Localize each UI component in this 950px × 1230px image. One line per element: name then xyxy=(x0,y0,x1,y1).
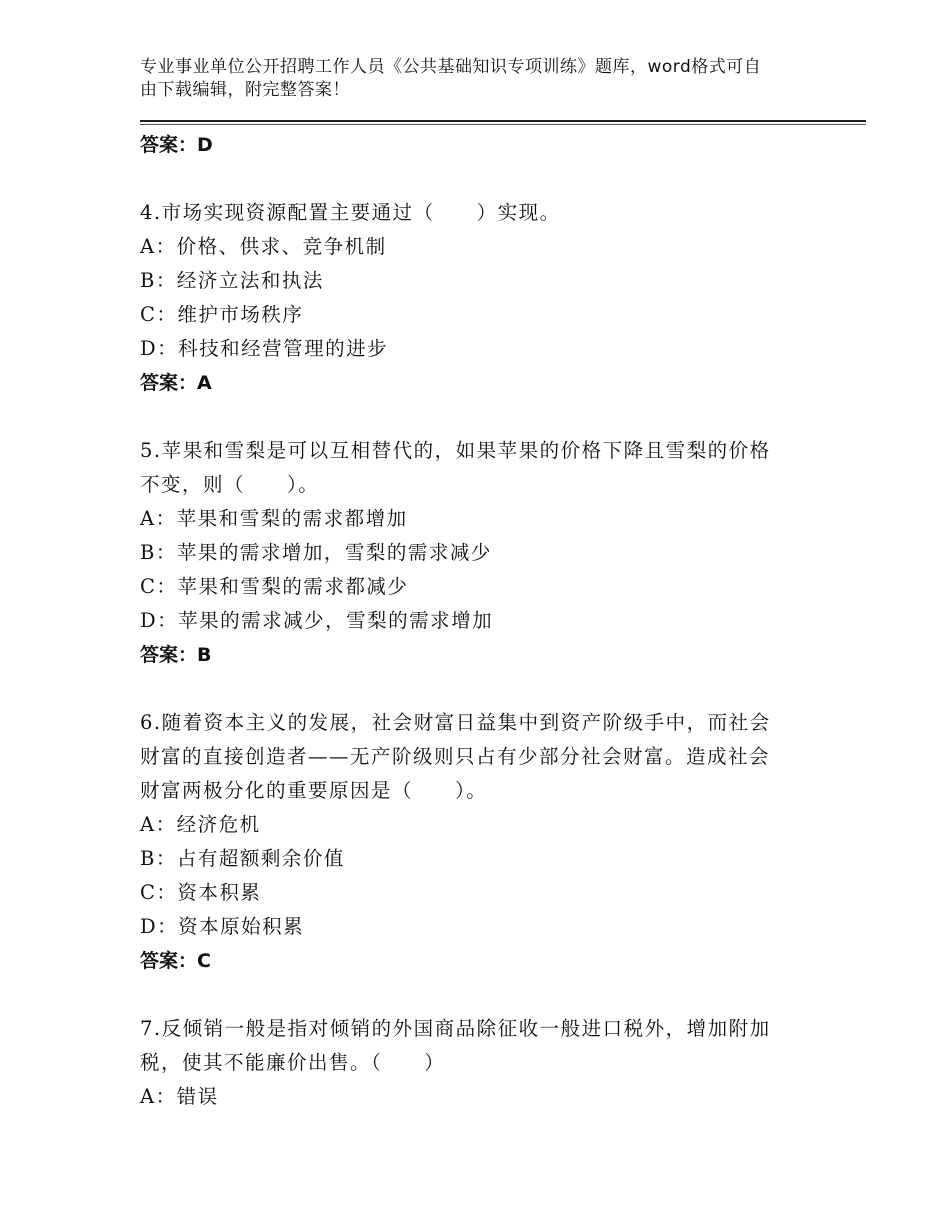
question-5-stem xyxy=(140,434,800,502)
answer-q3: 答案：D xyxy=(140,134,213,156)
answer-q4: 答案：A xyxy=(140,372,212,394)
option-a: A：错误 xyxy=(140,1085,219,1108)
header-line-2: 由下载编辑，附完整答案！ xyxy=(140,80,350,100)
option-a: A：苹果和雪梨的需求都增加 xyxy=(140,507,408,530)
question-4 xyxy=(140,196,800,400)
option-d: D：苹果的需求减少，雪梨的需求增加 xyxy=(140,609,494,632)
header-line-1: 专业事业单位公开招聘工作人员《公共基础知识专项训练》题库，word格式可自 xyxy=(140,57,762,77)
question-7 xyxy=(140,1012,800,1114)
header-divider-thin xyxy=(140,124,866,125)
question-6 xyxy=(140,706,800,978)
question-stem-line: 不变，则（ ）。 xyxy=(140,473,320,496)
option-a: A：价格、供求、竞争机制 xyxy=(140,235,387,258)
question-stem-line: 5.苹果和雪梨是可以互相替代的，如果苹果的价格下降且雪梨的价格 xyxy=(140,439,771,462)
question-stem-line: 税，使其不能廉价出售。（ ） xyxy=(140,1051,446,1074)
question-6-stem xyxy=(140,706,800,808)
question-stem-line: 4.市场实现资源配置主要通过（ ）实现。 xyxy=(140,201,561,224)
question-list xyxy=(140,128,800,1114)
option-c: C：维护市场秩序 xyxy=(140,303,304,326)
question-stem-line: 财富两极分化的重要原因是（ ）。 xyxy=(140,779,488,802)
header-divider-thick xyxy=(140,120,866,122)
question-4-stem xyxy=(140,196,800,230)
option-b: B：苹果的需求增加，雪梨的需求减少 xyxy=(140,541,492,564)
option-b: B：占有超额剩余价值 xyxy=(140,847,345,870)
document-header xyxy=(140,56,810,102)
answer-q5: 答案：B xyxy=(140,644,212,666)
option-b: B：经济立法和执法 xyxy=(140,269,324,292)
question-7-stem xyxy=(140,1012,800,1080)
option-d: D：科技和经营管理的进步 xyxy=(140,337,389,360)
option-a: A：经济危机 xyxy=(140,813,261,836)
option-c: C：苹果和雪梨的需求都减少 xyxy=(140,575,409,598)
answer-q6: 答案：C xyxy=(140,950,211,972)
question-stem-line: 财富的直接创造者——无产阶级则只占有少部分社会财富。造成社会 xyxy=(140,745,771,768)
question-stem-line: 6.随着资本主义的发展，社会财富日益集中到资产阶级手中，而社会 xyxy=(140,711,771,734)
option-d: D：资本原始积累 xyxy=(140,915,305,938)
option-c: C：资本积累 xyxy=(140,881,262,904)
question-5 xyxy=(140,434,800,672)
question-stem-line: 7.反倾销一般是指对倾销的外国商品除征收一般进口税外，增加附加 xyxy=(140,1017,771,1040)
